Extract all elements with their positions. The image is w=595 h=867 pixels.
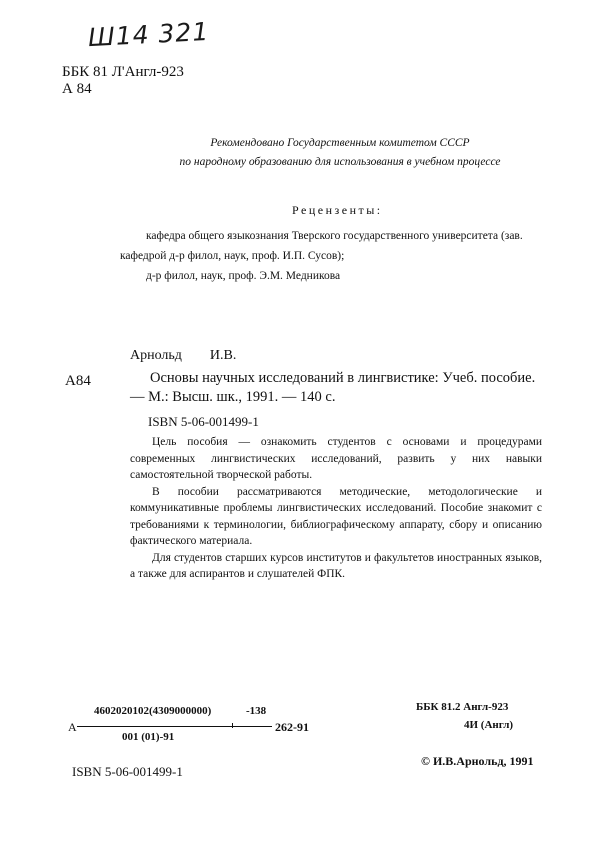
recommendation-line-2: по народному образованию для использования в учебном процессе [179,156,501,168]
abstract-paragraph-1: Цель пособия — ознакомить студентов с основами и процедурами современных лингвистических исследований, развить у них навыки самостоятельной творческой работы. [130,436,542,481]
bbk-code: ББК 81 Л'Англ-923 [62,64,184,80]
author-surname: Арнольд [130,348,182,363]
author-initials: И.В. [209,348,237,363]
author-mark: А 84 [62,81,92,97]
fraction-tick [232,723,233,728]
author-line [130,348,236,364]
copyright-notice: © И.В.Арнольд, 1991 [421,754,534,768]
book-abstract [130,434,542,583]
handwritten-shelf-mark: Ш14 321 [87,16,210,53]
bbk-classification-bottom [416,698,513,734]
book-title-description: Основы научных исследований в лингвистике: Учеб. пособие. — М.: Высш. шк., 1991. — 140 с. [130,370,536,405]
code-numerator: 4602020102(4309000000) [94,705,212,717]
code-prefix: А [68,720,77,734]
code-suffix: 262-91 [275,720,309,734]
abstract-paragraph-2: В пособии рассматриваются методические, методологические и коммуникативные проблемы лингвистических исследований. Пособие знакомит с требованиями к терминологии, библиографическому аппарату, сбору и описанию фактического материала. [130,485,542,547]
catalog-isbn: ISBN 5-06-001499-1 [148,414,259,429]
code-numerator-suffix: -138 [246,705,267,717]
reviewer-entry-2: д-р филол, наук, проф. Э.М. Медникова [146,270,341,282]
reviewer-entry-1: кафедра общего языкознания Тверского государственного университета (зав. кафедрой д-р филол, наук, проф. И.П. Сусов); [120,230,523,262]
bbk-classification-top [62,64,184,98]
publication-code [68,705,330,749]
bbk-bottom-line-2: 4И (Англ) [464,719,514,731]
catalog-class-mark: А84 [65,373,91,389]
abstract-paragraph-3: Для студентов старших курсов институтов и факультетов иностранных языков, а также для аспирантов и слушателей ФПК. [130,551,542,580]
reviewers-heading: Рецензенты: [292,203,383,217]
fraction-line [77,726,272,727]
isbn-bottom: ISBN 5-06-001499-1 [72,764,183,779]
bbk-bottom-line-1: ББК 81.2 Англ-923 [416,701,509,713]
recommendation-line-1: Рекомендовано Государственным комитетом СССР [210,137,470,149]
code-denominator: 001 (01)-91 [122,731,175,743]
reviewers-list [120,226,535,286]
recommendation-note [120,134,560,172]
